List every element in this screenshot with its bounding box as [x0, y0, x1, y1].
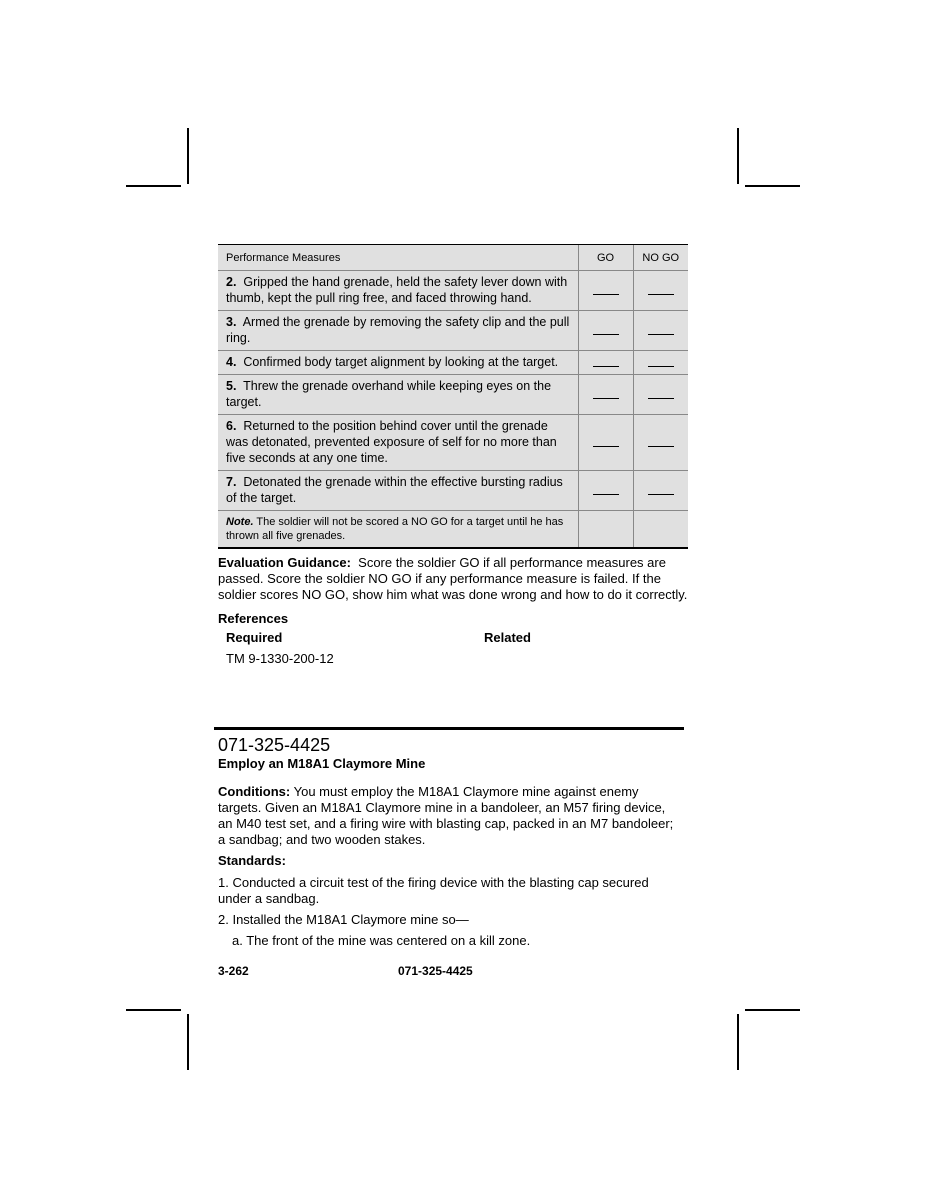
- blank-line: [648, 446, 674, 447]
- performance-measures-table: [218, 244, 688, 549]
- header-no-go: NO GO: [633, 245, 688, 271]
- blank-line: [593, 334, 619, 335]
- empty-cell: [633, 511, 688, 549]
- table-row: [218, 351, 688, 375]
- references-heading: References: [218, 611, 289, 626]
- table-row: [218, 375, 688, 415]
- crop-mark-top-right-horizontal: [745, 185, 800, 187]
- blank-line: [648, 294, 674, 295]
- required-reference: TM 9-1330-200-12: [226, 651, 334, 666]
- measure-number: 5.: [226, 379, 237, 393]
- table-row: [218, 415, 688, 471]
- conditions: [218, 784, 680, 848]
- conditions-label: Conditions:: [218, 784, 291, 799]
- measure-number: 2.: [226, 275, 237, 289]
- go-blank[interactable]: [578, 351, 633, 375]
- conditions-text: You must employ the M18A1 Claymore mine against enemy targets. Given an M18A1 Claymore mine in a bandoleer, an M57 firing device, an M40 test set, and a firing wire with blasting cap, packed in an M7 bandoleer; a sandbag; and two wooden stakes.: [218, 784, 674, 847]
- standard-2a: a. The front of the mine was centered on a kill zone.: [232, 933, 531, 948]
- task-number: 071-325-4425: [218, 735, 331, 755]
- crop-mark-bottom-left-horizontal: [126, 1009, 181, 1011]
- measure-cell: [218, 415, 578, 471]
- header-performance-measures: Performance Measures: [218, 245, 578, 271]
- empty-cell: [578, 511, 633, 549]
- footer-page-number: 3-262: [218, 964, 249, 978]
- upper-content: [218, 244, 688, 668]
- no-go-blank[interactable]: [633, 351, 688, 375]
- required-label: Required: [226, 630, 283, 645]
- evaluation-label: Evaluation Guidance:: [218, 555, 351, 570]
- evaluation-text: Score the soldier GO if all performance measures are passed. Score the soldier NO GO if any performance measure is failed. If the soldier scores NO GO, show him what was done wrong and how to do it correctly.: [218, 555, 688, 602]
- no-go-blank[interactable]: [633, 415, 688, 471]
- task-section: [218, 734, 680, 949]
- crop-mark-bottom-right-vertical: [737, 1014, 739, 1070]
- table-header-row: [218, 245, 688, 271]
- blank-line: [593, 494, 619, 495]
- table-row: [218, 311, 688, 351]
- no-go-blank[interactable]: [633, 471, 688, 511]
- blank-line: [648, 494, 674, 495]
- measure-cell: [218, 271, 578, 311]
- note-label: Note.: [226, 516, 254, 528]
- standard-1: 1. Conducted a circuit test of the firing device with the blasting cap secured under a sandbag.: [218, 875, 649, 906]
- crop-mark-top-right-vertical: [737, 128, 739, 184]
- measure-cell: [218, 471, 578, 511]
- blank-line: [593, 446, 619, 447]
- blank-line: [593, 398, 619, 399]
- measure-number: 6.: [226, 419, 237, 433]
- blank-line: [648, 398, 674, 399]
- measure-cell: [218, 311, 578, 351]
- go-blank[interactable]: [578, 415, 633, 471]
- measure-number: 3.: [226, 315, 237, 329]
- measure-text: Returned to the position behind cover until the grenade was detonated, prevented exposure of self for no more than five seconds at any one time.: [226, 419, 557, 465]
- measure-number: 4.: [226, 355, 237, 369]
- measure-text: Gripped the hand grenade, held the safety lever down with thumb, kept the pull ring free, and faced throwing hand.: [226, 275, 568, 305]
- crop-mark-top-left-horizontal: [126, 185, 181, 187]
- task-title: Employ an M18A1 Claymore Mine: [218, 756, 426, 771]
- measure-text: Confirmed body target alignment by looking at the target.: [243, 355, 559, 369]
- go-blank[interactable]: [578, 271, 633, 311]
- measure-text: Threw the grenade overhand while keeping eyes on the target.: [226, 379, 552, 409]
- crop-mark-bottom-left-vertical: [187, 1014, 189, 1070]
- crop-mark-top-left-vertical: [187, 128, 189, 184]
- footer-task-number: 071-325-4425: [398, 964, 473, 978]
- measure-text: Detonated the grenade within the effective bursting radius of the target.: [226, 475, 563, 505]
- standard-2: 2. Installed the M18A1 Claymore mine so—: [218, 912, 469, 927]
- measure-cell: [218, 375, 578, 415]
- table-note-row: [218, 511, 688, 549]
- no-go-blank[interactable]: [633, 311, 688, 351]
- blank-line: [648, 366, 674, 367]
- note-cell: [218, 511, 578, 549]
- no-go-blank[interactable]: [633, 375, 688, 415]
- crop-mark-bottom-right-horizontal: [745, 1009, 800, 1011]
- table-row: [218, 471, 688, 511]
- evaluation-guidance: [218, 555, 688, 603]
- header-go: GO: [578, 245, 633, 271]
- section-divider: [214, 727, 684, 730]
- go-blank[interactable]: [578, 471, 633, 511]
- references-columns: [218, 630, 688, 668]
- related-label: Related: [484, 630, 531, 645]
- measure-text: Armed the grenade by removing the safety clip and the pull ring.: [226, 315, 570, 345]
- blank-line: [593, 366, 619, 367]
- blank-line: [648, 334, 674, 335]
- go-blank[interactable]: [578, 311, 633, 351]
- measure-number: 7.: [226, 475, 237, 489]
- table-row: [218, 271, 688, 311]
- note-text: The soldier will not be scored a NO GO for a target until he has thrown all five grenades.: [226, 516, 564, 542]
- standards-label: Standards:: [218, 853, 286, 868]
- no-go-blank[interactable]: [633, 271, 688, 311]
- measure-cell: [218, 351, 578, 375]
- blank-line: [593, 294, 619, 295]
- go-blank[interactable]: [578, 375, 633, 415]
